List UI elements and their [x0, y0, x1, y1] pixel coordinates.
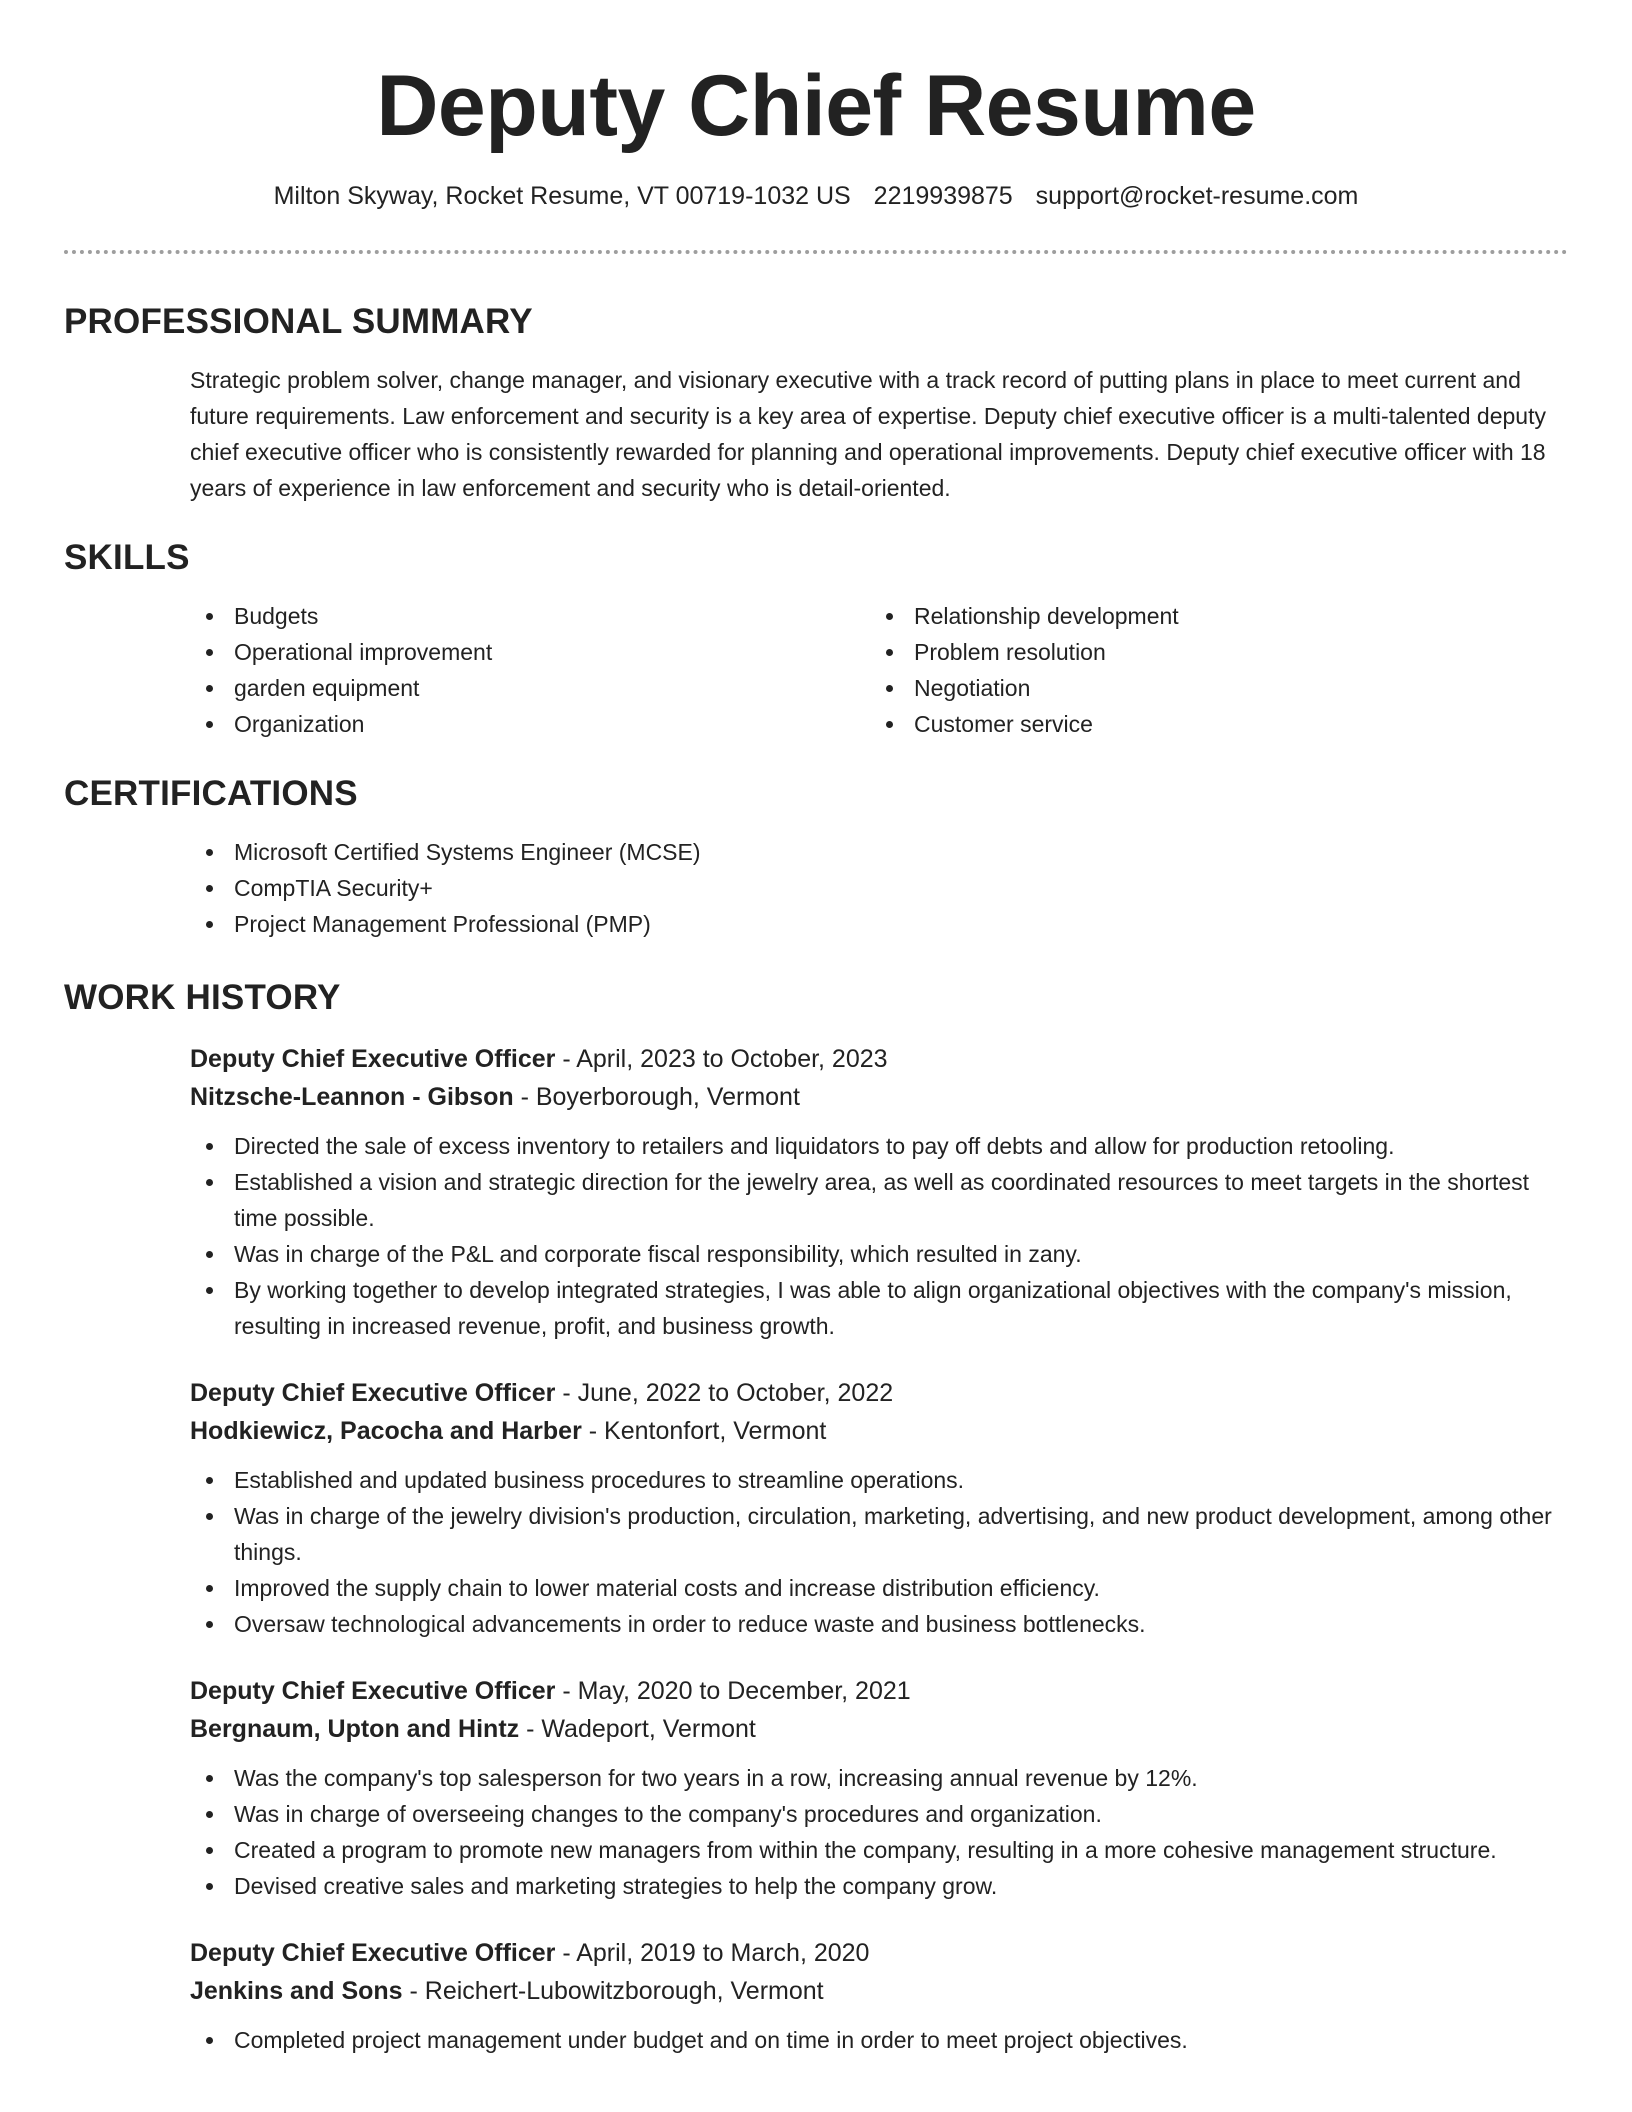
summary-heading: PROFESSIONAL SUMMARY: [64, 302, 533, 341]
job-role: Deputy Chief Executive Officer: [190, 1045, 556, 1073]
summary-text: Strategic problem solver, change manager, and visionary executive with a track record of putting plans in place to meet current and future requirements. Law enforcement and security is a key area of expertise. Deputy chief executive officer is a multi-talented deputy chief executive officer who is consistently rewarded for planning and operational improvements. Deputy chief executive officer with 18 years of experience in law enforcement and security who is detail-oriented.: [190, 367, 1546, 501]
job-company-line: [190, 1710, 1568, 1748]
job-title-line: [190, 1374, 1568, 1412]
job-dates: - April, 2023 to October, 2023: [555, 1045, 888, 1073]
skill-item: Problem resolution: [870, 634, 1550, 670]
contact-phone: 2219939875: [873, 182, 1013, 210]
skills-heading: SKILLS: [64, 538, 190, 577]
job-title-line: [190, 1934, 1568, 1972]
job-bullet: Completed project management under budget and on time in order to meet project objectives.: [190, 2022, 1568, 2058]
job-dates: - May, 2020 to December, 2021: [555, 1677, 911, 1705]
skill-item: garden equipment: [190, 670, 870, 706]
job-role: Deputy Chief Executive Officer: [190, 1939, 556, 1967]
skill-item: Organization: [190, 706, 870, 742]
job-bullet: Created a program to promote new managers from within the company, resulting in a more cohesive management structure.: [190, 1832, 1568, 1868]
certifications-heading: CERTIFICATIONS: [64, 774, 358, 813]
job-bullets: [190, 1450, 1568, 1642]
certification-item: Microsoft Certified Systems Engineer (MCSE): [190, 834, 1568, 870]
skill-item: Relationship development: [870, 598, 1550, 634]
job-bullet: Was in charge of the jewelry division's production, circulation, marketing, advertising, and new product development, among other things.: [190, 1498, 1568, 1570]
job-title-line: [190, 1672, 1568, 1710]
skill-item: Customer service: [870, 706, 1550, 742]
job-bullet: By working together to develop integrated strategies, I was able to align organizational objectives with the company's mission, resulting in increased revenue, profit, and business growth.: [190, 1272, 1568, 1344]
job-title-line: [190, 1040, 1568, 1078]
contact-line: [0, 180, 1632, 212]
job-bullet: Was the company's top salesperson for two years in a row, increasing annual revenue by 12%.: [190, 1760, 1568, 1796]
job-bullet: Devised creative sales and marketing strategies to help the company grow.: [190, 1868, 1568, 1904]
work-history-heading: WORK HISTORY: [64, 978, 341, 1017]
job-company-line: [190, 1078, 1568, 1116]
skill-item: Budgets: [190, 598, 870, 634]
job-company: Nitzsche-Leannon - Gibson: [190, 1083, 514, 1111]
skills-grid: [190, 586, 1568, 742]
resume-title: Deputy Chief Resume: [376, 58, 1256, 154]
certification-item: CompTIA Security+: [190, 870, 1568, 906]
work-history-section: [64, 970, 1568, 2058]
skills-section: [64, 530, 1568, 742]
job-location: - Boyerborough, Vermont: [513, 1083, 800, 1111]
contact-address: Milton Skyway, Rocket Resume, VT 00719-1032 US: [273, 182, 851, 210]
summary-section: [64, 294, 1568, 506]
job-bullet: Directed the sale of excess inventory to retailers and liquidators to pay off debts and allow for production retooling.: [190, 1128, 1568, 1164]
job-bullet: Was in charge of overseeing changes to the company's procedures and organization.: [190, 1796, 1568, 1832]
job-company: Bergnaum, Upton and Hintz: [190, 1715, 520, 1743]
job-location: - Reichert-Lubowitzborough, Vermont: [402, 1977, 824, 2005]
job-company: Hodkiewicz, Pacocha and Harber: [190, 1417, 582, 1445]
skills-list-right: [870, 598, 1550, 742]
resume-content: [64, 294, 1568, 2088]
job-dates: - June, 2022 to October, 2022: [555, 1379, 894, 1407]
job-role: Deputy Chief Executive Officer: [190, 1379, 556, 1407]
skills-list-left: [190, 598, 870, 742]
job-bullet: Was in charge of the P&L and corporate fiscal responsibility, which resulted in zany.: [190, 1236, 1568, 1272]
job-dates: - April, 2019 to March, 2020: [555, 1939, 870, 1967]
job-company-line: [190, 1412, 1568, 1450]
job-entry: [190, 1040, 1568, 1344]
job-bullets: [190, 1116, 1568, 1344]
job-bullets: [190, 1748, 1568, 1904]
job-bullet: Improved the supply chain to lower material costs and increase distribution efficiency.: [190, 1570, 1568, 1606]
job-entry: [190, 1934, 1568, 2058]
job-location: - Wadeport, Vermont: [519, 1715, 756, 1743]
job-entry: [190, 1374, 1568, 1642]
certifications-section: [64, 766, 1568, 942]
contact-email: support@rocket-resume.com: [1035, 182, 1359, 210]
job-company: Jenkins and Sons: [190, 1977, 403, 2005]
job-role: Deputy Chief Executive Officer: [190, 1677, 556, 1705]
job-company-line: [190, 1972, 1568, 2010]
job-location: - Kentonfort, Vermont: [581, 1417, 827, 1445]
job-bullet: Established and updated business procedures to streamline operations.: [190, 1462, 1568, 1498]
job-entry: [190, 1672, 1568, 1904]
skill-item: Operational improvement: [190, 634, 870, 670]
job-bullet: Oversaw technological advancements in order to reduce waste and business bottlenecks.: [190, 1606, 1568, 1642]
job-bullet: Established a vision and strategic direction for the jewelry area, as well as coordinated resources to meet targets in the shortest time possible.: [190, 1164, 1568, 1236]
job-bullets: [190, 2010, 1568, 2058]
certifications-list: [190, 822, 1568, 942]
header-divider: [64, 250, 1568, 254]
skill-item: Negotiation: [870, 670, 1550, 706]
certification-item: Project Management Professional (PMP): [190, 906, 1568, 942]
